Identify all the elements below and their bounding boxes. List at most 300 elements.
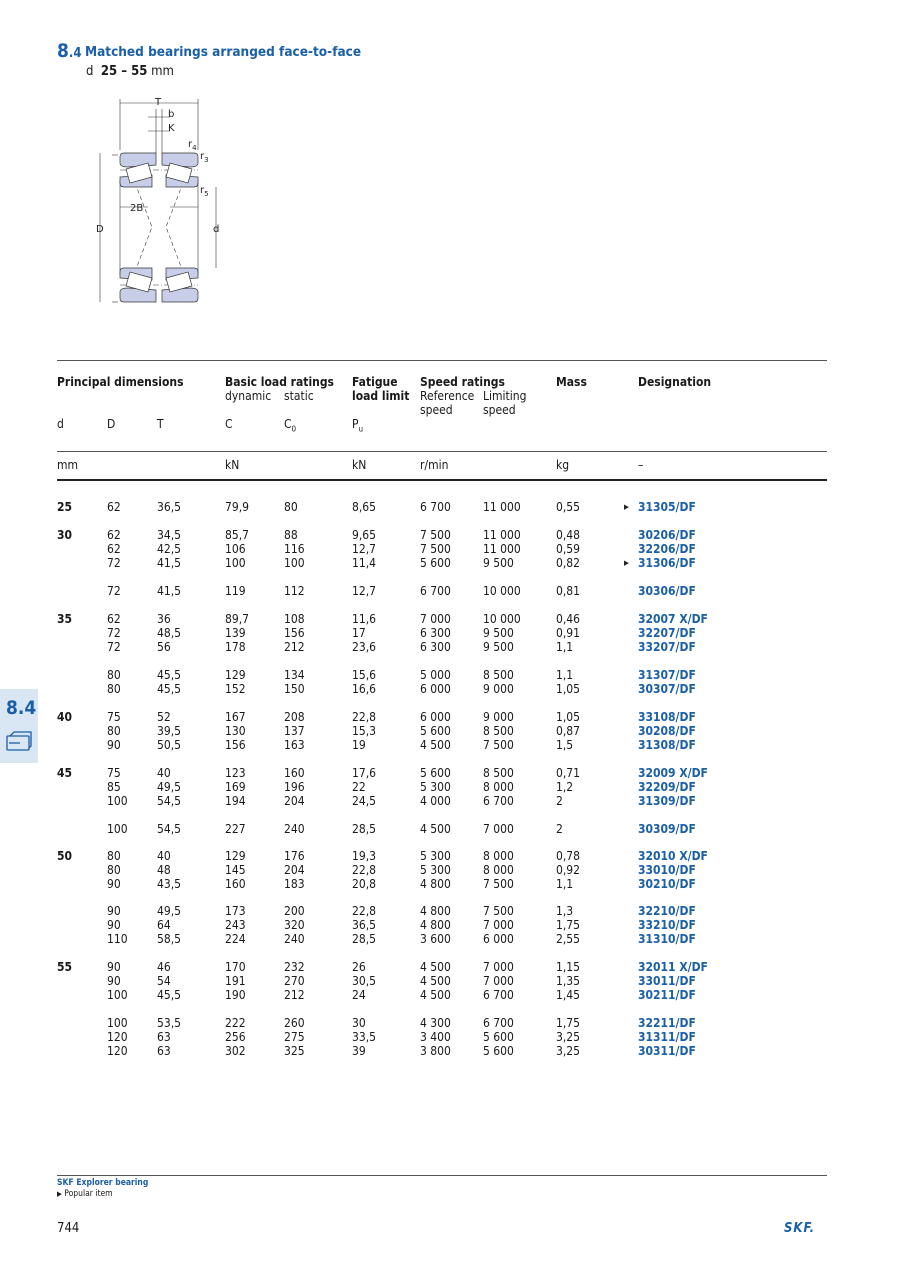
table-cell-lim: 7 500 <box>483 877 514 891</box>
designation-cell[interactable]: 33210/DF <box>638 918 696 932</box>
table-cell-lim: 6 700 <box>483 988 514 1002</box>
designation-cell[interactable]: 32210/DF <box>638 904 696 918</box>
table-cell-Pu: 26 <box>352 960 366 974</box>
table-cell-Pu: 19 <box>352 738 366 752</box>
table-cell-ref: 4 500 <box>420 960 451 974</box>
table-cell-C: 129 <box>225 849 246 863</box>
table-cell-T: 39,5 <box>157 724 182 738</box>
table-cell-ref: 6 700 <box>420 584 451 598</box>
table-cell-Pu: 30 <box>352 1016 366 1030</box>
table-cell-D: 80 <box>107 724 121 738</box>
table-cell-ref: 4 300 <box>420 1016 451 1030</box>
table-cell-C: 243 <box>225 918 246 932</box>
table-cell-lim: 7 500 <box>483 738 514 752</box>
table-cell-C: 222 <box>225 1016 246 1030</box>
table-cell-D: 80 <box>107 682 121 696</box>
table-cell-D: 72 <box>107 640 121 654</box>
table-cell-mass: 3,25 <box>556 1044 581 1058</box>
label-T: T <box>155 97 162 108</box>
table-cell-lim: 9 000 <box>483 710 514 724</box>
label-K: K <box>168 123 175 134</box>
table-cell-C: 139 <box>225 626 246 640</box>
table-cell-Pu: 36,5 <box>352 918 377 932</box>
table-cell-T: 41,5 <box>157 584 182 598</box>
table-cell-T: 48 <box>157 863 171 877</box>
symbol-d: d <box>57 417 64 431</box>
header-static: static <box>284 389 314 403</box>
table-cell-lim: 6 000 <box>483 932 514 946</box>
table-cell-C0: 212 <box>284 640 305 654</box>
table-cell-C: 100 <box>225 556 246 570</box>
table-cell-C0: 196 <box>284 780 305 794</box>
table-cell-Pu: 23,6 <box>352 640 377 654</box>
table-cell-C: 190 <box>225 988 246 1002</box>
table-cell-D: 90 <box>107 738 121 752</box>
symbol-C: C <box>225 417 233 431</box>
table-cell-T: 46 <box>157 960 171 974</box>
table-cell-d: 30 <box>57 528 73 542</box>
table-cell-D: 100 <box>107 1016 128 1030</box>
table-cell-Pu: 20,8 <box>352 877 377 891</box>
table-cell-ref: 7 000 <box>420 612 451 626</box>
dimension-range: d 25 – 55 mm <box>86 64 174 79</box>
table-cell-d: 40 <box>57 710 73 724</box>
designation-cell[interactable]: 33010/DF <box>638 863 696 877</box>
popular-item-marker: ▶ <box>624 559 629 567</box>
table-cell-lim: 7 000 <box>483 918 514 932</box>
table-cell-d: 55 <box>57 960 73 974</box>
table-cell-Pu: 12,7 <box>352 584 377 598</box>
table-cell-T: 42,5 <box>157 542 182 556</box>
table-cell-C0: 208 <box>284 710 305 724</box>
table-cell-d: 45 <box>57 766 73 780</box>
table-cell-lim: 7 000 <box>483 822 514 836</box>
table-cell-T: 45,5 <box>157 682 182 696</box>
page-title: Matched bearings arranged face-to-face <box>85 44 362 60</box>
table-cell-D: 75 <box>107 710 121 724</box>
table-cell-mass: 1,45 <box>556 988 581 1002</box>
table-cell-C0: 160 <box>284 766 305 780</box>
table-cell-C0: 80 <box>284 500 298 514</box>
label-2B: 2B <box>130 203 144 214</box>
table-cell-ref: 5 600 <box>420 724 451 738</box>
designation-cell[interactable]: 32010 X/DF <box>638 849 708 863</box>
table-cell-T: 40 <box>157 766 171 780</box>
designation-cell[interactable]: 30211/DF <box>638 988 696 1002</box>
table-cell-lim: 5 600 <box>483 1044 514 1058</box>
table-cell-D: 80 <box>107 849 121 863</box>
table-cell-lim: 8 000 <box>483 863 514 877</box>
table-cell-C: 145 <box>225 863 246 877</box>
table-cell-C0: 200 <box>284 904 305 918</box>
table-cell-ref: 4 000 <box>420 794 451 808</box>
table-cell-C: 129 <box>225 668 246 682</box>
table-cell-ref: 6 300 <box>420 640 451 654</box>
table-cell-C0: 116 <box>284 542 305 556</box>
table-cell-mass: 1,75 <box>556 918 581 932</box>
table-cell-ref: 4 500 <box>420 822 451 836</box>
table-cell-C0: 100 <box>284 556 305 570</box>
table-cell-Pu: 17,6 <box>352 766 377 780</box>
table-cell-mass: 2 <box>556 822 563 836</box>
header-reference: Reference <box>420 389 475 403</box>
designation-cell[interactable]: 32007 X/DF <box>638 612 708 626</box>
table-cell-D: 100 <box>107 822 128 836</box>
table-cell-ref: 7 500 <box>420 528 451 542</box>
table-cell-mass: 1,1 <box>556 668 574 682</box>
table-cell-C: 224 <box>225 932 246 946</box>
table-cell-Pu: 19,3 <box>352 849 377 863</box>
table-cell-T: 40 <box>157 849 171 863</box>
table-cell-lim: 11 000 <box>483 528 521 542</box>
label-d: d <box>213 224 220 235</box>
table-cell-Pu: 33,5 <box>352 1030 377 1044</box>
table-cell-C: 152 <box>225 682 246 696</box>
table-cell-C: 85,7 <box>225 528 250 542</box>
table-cell-T: 43,5 <box>157 877 182 891</box>
table-cell-ref: 6 300 <box>420 626 451 640</box>
table-cell-Pu: 28,5 <box>352 932 377 946</box>
designation-cell[interactable]: 31306/DF <box>638 556 696 570</box>
table-cell-C0: 240 <box>284 822 305 836</box>
table-cell-mass: 0,81 <box>556 584 581 598</box>
table-cell-C0: 176 <box>284 849 305 863</box>
table-cell-mass: 0,91 <box>556 626 581 640</box>
table-cell-ref: 3 400 <box>420 1030 451 1044</box>
table-cell-lim: 9 500 <box>483 556 514 570</box>
label-r4: $r_4$ <box>188 139 197 152</box>
table-cell-lim: 10 000 <box>483 584 521 598</box>
designation-cell[interactable]: 32011 X/DF <box>638 960 708 974</box>
table-cell-C: 170 <box>225 960 246 974</box>
table-cell-Pu: 39 <box>352 1044 366 1058</box>
table-cell-C: 194 <box>225 794 246 808</box>
symbol-T: T <box>157 417 164 431</box>
table-cell-T: 63 <box>157 1030 171 1044</box>
table-cell-Pu: 9,65 <box>352 528 377 542</box>
header-fatigue: Fatigue <box>352 375 398 389</box>
table-cell-C0: 270 <box>284 974 305 988</box>
table-cell-C: 169 <box>225 780 246 794</box>
label-r5: $r_5$ <box>200 185 209 198</box>
table-cell-Pu: 12,7 <box>352 542 377 556</box>
table-cell-mass: 0,92 <box>556 863 581 877</box>
header-principal: Principal dimensions <box>57 375 184 389</box>
table-cell-T: 36 <box>157 612 171 626</box>
table-cell-Pu: 30,5 <box>352 974 377 988</box>
unit-mm: mm <box>57 458 79 472</box>
designation-cell[interactable]: 30208/DF <box>638 724 696 738</box>
table-cell-lim: 10 000 <box>483 612 521 626</box>
designation-cell[interactable]: 31307/DF <box>638 668 696 682</box>
table-cell-Pu: 22,8 <box>352 863 377 877</box>
table-cell-mass: 1,1 <box>556 877 574 891</box>
table-cell-D: 72 <box>107 584 121 598</box>
table-cell-C: 156 <box>225 738 246 752</box>
table-cell-C0: 320 <box>284 918 305 932</box>
table-cell-T: 50,5 <box>157 738 182 752</box>
table-cell-mass: 2 <box>556 794 563 808</box>
table-cell-C0: 112 <box>284 584 305 598</box>
table-cell-mass: 1,1 <box>556 640 574 654</box>
table-cell-D: 120 <box>107 1044 128 1058</box>
table-cell-C0: 163 <box>284 738 305 752</box>
table-cell-C0: 137 <box>284 724 305 738</box>
table-cell-mass: 0,87 <box>556 724 581 738</box>
footer-explorer-note: SKF Explorer bearing <box>57 1178 149 1188</box>
table-top-rule <box>57 360 827 361</box>
table-cell-mass: 1,05 <box>556 682 581 696</box>
designation-cell[interactable]: 33207/DF <box>638 640 696 654</box>
table-cell-mass: 0,82 <box>556 556 581 570</box>
table-cell-mass: 1,2 <box>556 780 574 794</box>
table-cell-ref: 3 600 <box>420 932 451 946</box>
table-cell-D: 85 <box>107 780 121 794</box>
table-cell-C0: 204 <box>284 794 305 808</box>
table-cell-mass: 1,35 <box>556 974 581 988</box>
designation-cell[interactable]: 32207/DF <box>638 626 696 640</box>
designation-cell[interactable]: 32211/DF <box>638 1016 696 1030</box>
table-cell-mass: 0,78 <box>556 849 581 863</box>
designation-cell[interactable]: 30206/DF <box>638 528 696 542</box>
table-cell-T: 58,5 <box>157 932 182 946</box>
table-cell-Pu: 15,3 <box>352 724 377 738</box>
designation-cell[interactable]: 31311/DF <box>638 1030 696 1044</box>
table-cell-C: 160 <box>225 877 246 891</box>
table-cell-lim: 8 000 <box>483 780 514 794</box>
table-cell-T: 54 <box>157 974 171 988</box>
designation-cell[interactable]: 30309/DF <box>638 822 696 836</box>
designation-cell[interactable]: 33108/DF <box>638 710 696 724</box>
table-cell-d: 35 <box>57 612 73 626</box>
designation-cell[interactable]: 30311/DF <box>638 1044 696 1058</box>
table-cell-ref: 4 800 <box>420 904 451 918</box>
header-basic-load: Basic load ratings <box>225 375 334 389</box>
table-cell-ref: 5 600 <box>420 556 451 570</box>
table-cell-Pu: 24,5 <box>352 794 377 808</box>
table-cell-mass: 2,55 <box>556 932 581 946</box>
table-cell-C: 89,7 <box>225 612 250 626</box>
table-cell-Pu: 17 <box>352 626 366 640</box>
table-cell-lim: 6 700 <box>483 1016 514 1030</box>
table-cell-T: 53,5 <box>157 1016 182 1030</box>
table-cell-D: 80 <box>107 863 121 877</box>
table-cell-C: 106 <box>225 542 246 556</box>
header-reference-speed: speed <box>420 403 453 417</box>
table-cell-lim: 8 500 <box>483 724 514 738</box>
label-r3: $r_3$ <box>200 151 209 164</box>
section-number: 8.4 <box>57 40 82 62</box>
table-cell-C0: 88 <box>284 528 298 542</box>
table-cell-C: 167 <box>225 710 246 724</box>
table-cell-T: 45,5 <box>157 668 182 682</box>
table-cell-D: 90 <box>107 974 121 988</box>
table-cell-mass: 1,3 <box>556 904 574 918</box>
table-cell-C: 123 <box>225 766 246 780</box>
table-cell-C0: 275 <box>284 1030 305 1044</box>
table-cell-T: 54,5 <box>157 822 182 836</box>
table-cell-lim: 11 000 <box>483 542 521 556</box>
designation-cell[interactable]: 32009 X/DF <box>638 766 708 780</box>
table-cell-C: 178 <box>225 640 246 654</box>
table-cell-ref: 4 800 <box>420 918 451 932</box>
skf-logo: SKF. <box>784 1221 816 1236</box>
table-cell-C0: 150 <box>284 682 305 696</box>
label-D: D <box>96 224 104 235</box>
table-cell-lim: 8 500 <box>483 766 514 780</box>
table-cell-lim: 7 500 <box>483 904 514 918</box>
table-cell-lim: 8 000 <box>483 849 514 863</box>
table-cell-D: 62 <box>107 500 121 514</box>
header-limiting: Limiting <box>483 389 527 403</box>
table-cell-D: 62 <box>107 612 121 626</box>
table-cell-C0: 325 <box>284 1044 305 1058</box>
designation-cell[interactable]: 33011/DF <box>638 974 696 988</box>
table-cell-lim: 6 700 <box>483 794 514 808</box>
table-cell-ref: 6 000 <box>420 682 451 696</box>
unit-kg: kg <box>556 458 570 472</box>
bearing-cross-section-drawing <box>90 95 230 310</box>
table-header-rule <box>57 479 827 481</box>
designation-cell[interactable]: 30210/DF <box>638 877 696 891</box>
table-cell-T: 54,5 <box>157 794 182 808</box>
table-cell-ref: 4 500 <box>420 974 451 988</box>
unit-kn-load: kN <box>225 458 240 472</box>
table-cell-ref: 5 300 <box>420 849 451 863</box>
table-unit-rule <box>57 451 827 452</box>
designation-cell[interactable]: 32209/DF <box>638 780 696 794</box>
table-cell-D: 72 <box>107 626 121 640</box>
table-cell-ref: 4 800 <box>420 877 451 891</box>
designation-cell[interactable]: 32206/DF <box>638 542 696 556</box>
table-cell-ref: 5 300 <box>420 780 451 794</box>
table-cell-d: 25 <box>57 500 73 514</box>
table-cell-mass: 0,55 <box>556 500 581 514</box>
table-cell-C0: 240 <box>284 932 305 946</box>
table-cell-lim: 9 500 <box>483 640 514 654</box>
table-cell-C: 79,9 <box>225 500 250 514</box>
table-cell-Pu: 16,6 <box>352 682 377 696</box>
table-cell-C: 227 <box>225 822 246 836</box>
symbol-C0: $C_0$ <box>284 417 297 434</box>
table-cell-C0: 156 <box>284 626 305 640</box>
table-cell-C: 130 <box>225 724 246 738</box>
unit-rmin: r/min <box>420 458 449 472</box>
table-cell-C: 302 <box>225 1044 246 1058</box>
table-cell-C0: 232 <box>284 960 305 974</box>
table-cell-Pu: 28,5 <box>352 822 377 836</box>
table-cell-C0: 108 <box>284 612 305 626</box>
table-cell-mass: 3,25 <box>556 1030 581 1044</box>
table-cell-ref: 5 600 <box>420 766 451 780</box>
table-cell-Pu: 11,6 <box>352 612 377 626</box>
table-cell-T: 49,5 <box>157 780 182 794</box>
footer-rule <box>57 1175 827 1176</box>
table-cell-D: 75 <box>107 766 121 780</box>
table-cell-Pu: 24 <box>352 988 366 1002</box>
table-cell-ref: 5 300 <box>420 863 451 877</box>
table-cell-T: 52 <box>157 710 171 724</box>
table-cell-ref: 5 000 <box>420 668 451 682</box>
header-dynamic: dynamic <box>225 389 272 403</box>
table-cell-ref: 4 500 <box>420 738 451 752</box>
table-cell-mass: 0,71 <box>556 766 581 780</box>
bearing-section-icon <box>6 731 32 753</box>
header-limiting-speed: speed <box>483 403 516 417</box>
table-cell-D: 72 <box>107 556 121 570</box>
table-cell-mass: 0,48 <box>556 528 581 542</box>
table-cell-Pu: 22 <box>352 780 366 794</box>
table-cell-D: 90 <box>107 904 121 918</box>
table-cell-C: 256 <box>225 1030 246 1044</box>
label-b: b <box>168 109 175 120</box>
unit-dash: – <box>638 458 644 472</box>
table-cell-Pu: 11,4 <box>352 556 377 570</box>
table-cell-T: 41,5 <box>157 556 182 570</box>
table-cell-D: 90 <box>107 918 121 932</box>
table-cell-C0: 204 <box>284 863 305 877</box>
table-cell-D: 62 <box>107 528 121 542</box>
table-cell-C: 119 <box>225 584 246 598</box>
table-cell-Pu: 22,8 <box>352 710 377 724</box>
table-cell-ref: 4 500 <box>420 988 451 1002</box>
table-cell-D: 62 <box>107 542 121 556</box>
side-tab-label: 8.4 <box>6 697 37 719</box>
table-cell-D: 100 <box>107 794 128 808</box>
table-cell-T: 49,5 <box>157 904 182 918</box>
header-mass: Mass <box>556 375 587 389</box>
table-cell-mass: 0,46 <box>556 612 581 626</box>
designation-cell[interactable]: 30306/DF <box>638 584 696 598</box>
page-number: 744 <box>57 1221 80 1236</box>
table-cell-C0: 134 <box>284 668 305 682</box>
designation-cell[interactable]: 30307/DF <box>638 682 696 696</box>
header-load-limit: load limit <box>352 389 410 403</box>
table-cell-C: 173 <box>225 904 246 918</box>
table-cell-lim: 7 000 <box>483 974 514 988</box>
popular-item-marker: ▶ <box>624 503 629 511</box>
designation-cell[interactable]: 31308/DF <box>638 738 696 752</box>
header-speed: Speed ratings <box>420 375 505 389</box>
table-cell-D: 90 <box>107 960 121 974</box>
table-cell-mass: 1,75 <box>556 1016 581 1030</box>
table-cell-ref: 6 700 <box>420 500 451 514</box>
symbol-D: D <box>107 417 116 431</box>
table-cell-lim: 5 600 <box>483 1030 514 1044</box>
designation-cell[interactable]: 31309/DF <box>638 794 696 808</box>
table-cell-mass: 1,15 <box>556 960 581 974</box>
designation-cell[interactable]: 31305/DF <box>638 500 696 514</box>
designation-cell[interactable]: 31310/DF <box>638 932 696 946</box>
table-cell-T: 63 <box>157 1044 171 1058</box>
table-cell-D: 120 <box>107 1030 128 1044</box>
table-cell-T: 36,5 <box>157 500 182 514</box>
table-cell-mass: 0,59 <box>556 542 581 556</box>
header-designation: Designation <box>638 375 712 389</box>
table-cell-ref: 6 000 <box>420 710 451 724</box>
table-cell-mass: 1,5 <box>556 738 574 752</box>
footer-popular-note: ▶ Popular item <box>57 1189 113 1199</box>
table-cell-D: 80 <box>107 668 121 682</box>
table-cell-Pu: 8,65 <box>352 500 377 514</box>
table-cell-Pu: 15,6 <box>352 668 377 682</box>
table-cell-ref: 7 500 <box>420 542 451 556</box>
table-cell-lim: 9 500 <box>483 626 514 640</box>
table-cell-T: 48,5 <box>157 626 182 640</box>
table-cell-C0: 212 <box>284 988 305 1002</box>
table-cell-lim: 11 000 <box>483 500 521 514</box>
table-cell-lim: 9 000 <box>483 682 514 696</box>
